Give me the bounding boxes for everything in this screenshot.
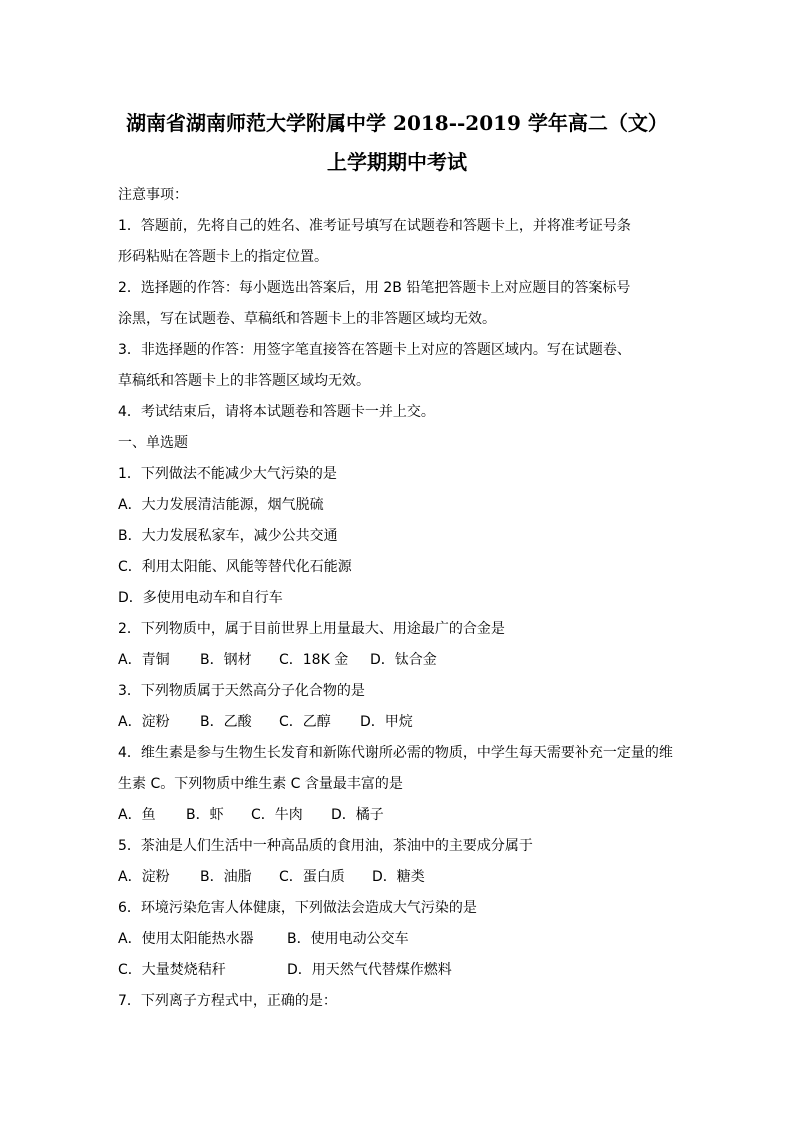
question-2-option-d: D．钛合金 — [370, 652, 437, 668]
question-4-stem-line-2: 生素 C。下列物质中维生素 C 含量最丰富的是 — [118, 776, 403, 792]
question-3-option-b: B．乙酸 — [200, 714, 252, 730]
question-3-options — [118, 713, 688, 731]
exam-title-line-1: 湖南省湖南师范大学附属中学 2018--2019 学年高二（文） — [126, 111, 668, 135]
question-2-option-c: C．18K 金 — [279, 652, 349, 668]
notice-item-4: 4．考试结束后，请将本试题卷和答题卡一并上交。 — [118, 404, 435, 420]
question-5-option-a: A．淀粉 — [118, 869, 170, 885]
notice-item-1-line-2: 形码粘贴在答题卡上的指定位置。 — [118, 249, 328, 265]
question-3-option-c: C．乙醇 — [279, 714, 331, 730]
question-2-option-a: A．青铜 — [118, 652, 170, 668]
notice-item-3-line-2: 草稿纸和答题卡上的非答题区域均无效。 — [118, 373, 370, 389]
question-1-option-c: C．利用太阳能、风能等替代化石能源 — [118, 559, 352, 575]
question-2-stem: 2．下列物质中，属于目前世界上用量最大、用途最广的合金是 — [118, 621, 505, 637]
question-6-option-c: C．大量焚烧秸秆 — [118, 962, 226, 978]
notice-heading: 注意事项： — [118, 187, 188, 203]
question-5-stem: 5．茶油是人们生活中一种高品质的食用油，茶油中的主要成分属于 — [118, 838, 533, 854]
notice-item-3-line-1: 3．非选择题的作答：用签字笔直接答在答题卡上对应的答题区域内。写在试题卷、 — [118, 342, 631, 358]
question-4-option-d: D．橘子 — [331, 807, 384, 823]
question-4-option-a: A．鱼 — [118, 807, 156, 823]
question-4-option-c: C．牛肉 — [251, 807, 303, 823]
notice-item-2-line-1: 2．选择题的作答：每小题选出答案后，用 2B 铅笔把答题卡上对应题目的答案标号 — [118, 280, 631, 296]
question-4-options — [118, 806, 688, 824]
question-5-option-b: B．油脂 — [200, 869, 252, 885]
question-6-options-row-1 — [118, 930, 688, 948]
question-3-stem: 3．下列物质属于天然高分子化合物的是 — [118, 683, 365, 699]
question-5-option-c: C．蛋白质 — [279, 869, 345, 885]
question-4-option-b: B．虾 — [186, 807, 224, 823]
question-5-option-d: D．糖类 — [372, 869, 425, 885]
question-6-stem: 6．环境污染危害人体健康，下列做法会造成大气污染的是 — [118, 900, 477, 916]
question-1-option-a: A．大力发展清洁能源，烟气脱硫 — [118, 497, 324, 513]
question-6-options-row-2 — [118, 961, 688, 979]
question-3-option-a: A．淀粉 — [118, 714, 170, 730]
question-1-stem: 1．下列做法不能减少大气污染的是 — [118, 466, 337, 482]
question-4-stem-line-1: 4．维生素是参与生物生长发育和新陈代谢所必需的物质，中学生每天需要补充一定量的维 — [118, 745, 673, 761]
exam-title-line-2: 上学期期中考试 — [327, 150, 467, 174]
question-3-option-d: D．甲烷 — [360, 714, 413, 730]
section-heading: 一、单选题 — [118, 435, 188, 451]
notice-item-1-line-1: 1．答题前，先将自己的姓名、准考证号填写在试题卷和答题卡上，并将准考证号条 — [118, 218, 631, 234]
question-7-stem: 7．下列离子方程式中，正确的是： — [118, 993, 337, 1009]
question-1-option-b: B．大力发展私家车，减少公共交通 — [118, 528, 338, 544]
question-2-options — [118, 651, 688, 669]
question-6-option-a: A．使用太阳能热水器 — [118, 931, 254, 947]
question-5-options — [118, 868, 688, 886]
question-1-option-d: D．多使用电动车和自行车 — [118, 590, 283, 606]
question-6-option-d: D．用天然气代替煤作燃料 — [287, 962, 452, 978]
question-2-option-b: B．钢材 — [200, 652, 252, 668]
notice-item-2-line-2: 涂黑，写在试题卷、草稿纸和答题卡上的非答题区域均无效。 — [118, 311, 496, 327]
question-6-option-b: B．使用电动公交车 — [287, 931, 409, 947]
